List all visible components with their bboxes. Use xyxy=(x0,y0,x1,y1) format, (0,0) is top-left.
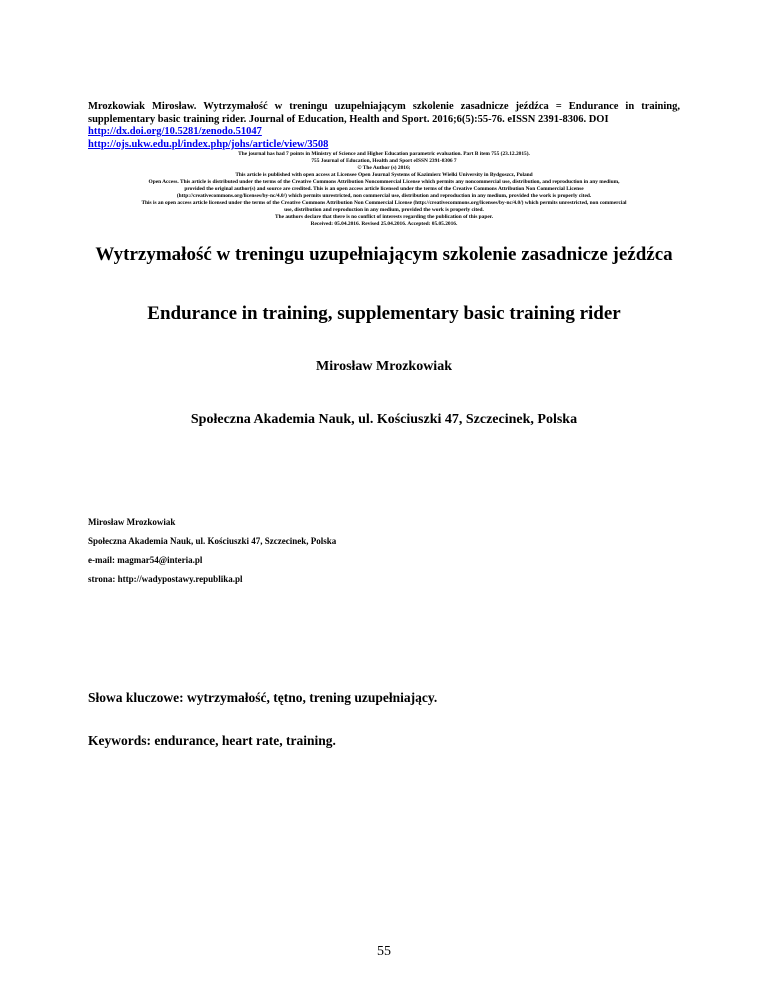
author-name: Mirosław Mrozkowiak xyxy=(316,359,452,374)
citation-text: Mrozkowiak Mirosław. Wytrzymałość w treningu uzupełniającym szkolenie zasadnicze jeźdźca = Endurance in training, supplementary basic training rider. Journal of Education, Health and Sport. 2016;6(5):55-76. eISSN 2391-8306. DOI xyxy=(88,101,680,125)
notice-line: This is an open access article licensed under the terms of the Creative Commons Attribution Non Commercial License (http://creativecommons.org/licenses/by-nc/4.0/) which permits unrestricted, non commercial xyxy=(141,200,627,206)
contact-email: e-mail: magmar54@interia.pl xyxy=(88,555,203,565)
keywords-english: Keywords: endurance, heart rate, training. xyxy=(88,733,336,748)
contact-affiliation: Społeczna Akademia Nauk, ul. Kościuszki 47, Szczecinek, Polska xyxy=(88,536,337,546)
notice-line: Received: 05.04.2016. Revised 25.04.2016. Accepted: 05.05.2016. xyxy=(310,221,458,227)
title-english: Endurance in training, supplementary basic training rider xyxy=(147,303,621,324)
journal-article-link[interactable]: http://ojs.ukw.edu.pl/index.php/johs/article/view/3508 xyxy=(88,138,329,150)
notice-line: 755 Journal of Education, Health and Sport eISSN 2391-8306 7 xyxy=(311,158,457,164)
notice-line: © The Author (s) 2016; xyxy=(357,165,411,171)
notice-line: The journal has had 7 points in Ministry of Science and Higher Education parametric evaluation. Part B item 755 (23.12.2015). xyxy=(238,151,530,157)
license-notice xyxy=(80,151,688,228)
title-polish: Wytrzymałość w treningu uzupełniającym szkolenie zasadnicze jeźdźca xyxy=(95,244,673,265)
notice-line: (http://creativecommons.org/licenses/by-nc/4.0/) which permits unrestricted, non commercial use, distribution and reproduction in any medium, provided the work is properly cited. xyxy=(176,193,592,199)
doi-link[interactable]: http://dx.doi.org/10.5281/zenodo.51047 xyxy=(88,126,262,137)
contact-name: Mirosław Mrozkowiak xyxy=(88,517,176,527)
author-affiliation: Społeczna Akademia Nauk, ul. Kościuszki 47, Szczecinek, Polska xyxy=(190,412,578,427)
notice-line: Open Access. This article is distributed under the terms of the Creative Commons Attribution Noncommercial License which permits any noncommercial use, distribution, and reproduction in any medium, xyxy=(148,179,620,185)
notice-line: The authors declare that there is no conflict of interests regarding the publication of this paper. xyxy=(274,214,494,220)
citation-header xyxy=(88,101,680,151)
contact-website: strona: http://wadypostawy.republika.pl xyxy=(88,574,243,584)
contact-block xyxy=(88,513,688,589)
notice-line: provided the original author(s) and source are credited. This is an open access article licensed under the terms of the Creative Commons Attribution Non Commercial License xyxy=(184,186,584,192)
notice-line: use, distribution and reproduction in any medium, provided the work is properly cited. xyxy=(284,207,484,213)
notice-line: This article is published with open access at Licensee Open Journal Systems of Kazimierz Wielki University in Bydgoszcz, Poland xyxy=(235,172,533,178)
page-number: 55 xyxy=(377,944,391,959)
keywords-polish: Słowa kluczowe: wytrzymałość, tętno, trening uzupełniający. xyxy=(88,690,438,705)
